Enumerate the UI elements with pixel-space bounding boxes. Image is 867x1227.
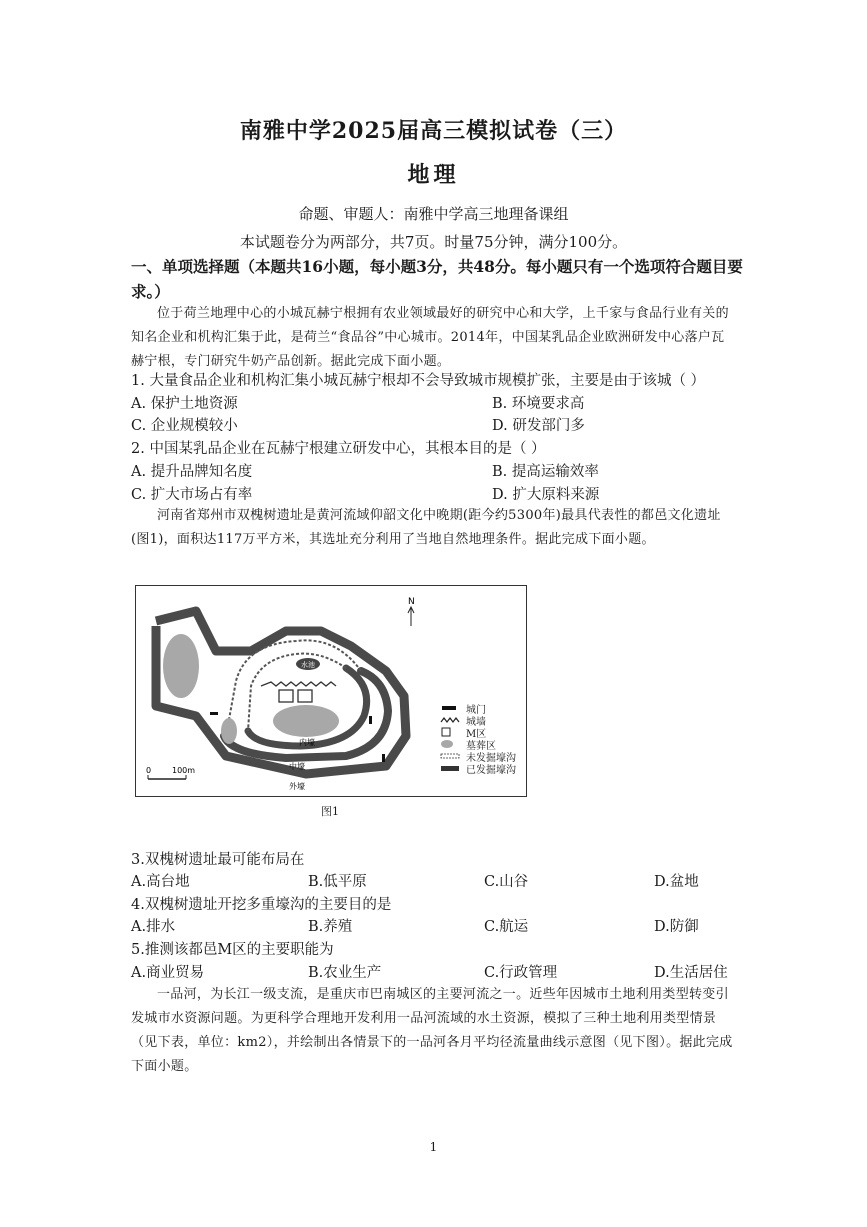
gate-legend-icon (440, 703, 462, 713)
m-area-legend-icon (440, 727, 462, 737)
q1-option-c: C. 企业规模较小 (131, 418, 238, 434)
gate-3 (382, 754, 385, 762)
q2-option-c: C. 扩大市场占有率 (131, 487, 253, 503)
legend-burial-label: 墓葬区 (466, 740, 496, 752)
gate-2 (369, 716, 372, 724)
m-area-block-2 (298, 690, 312, 702)
burial-area-3 (273, 705, 339, 737)
q4-option-c: C.航运 (484, 919, 529, 935)
burial-area-2 (221, 718, 237, 744)
section-heading: 一、单项选择题（本题共16小题，每小题3分，共48分。每小题只有一个选项符合题目要求。） (131, 257, 743, 301)
q3-option-d: D.盆地 (654, 874, 699, 890)
legend-unexcavated-label: 未发掘壕沟 (466, 752, 516, 764)
q1-option-b: B. 环境要求高 (492, 396, 585, 412)
legend-wall-label: 城墙 (466, 716, 486, 728)
scale-length-label: 100m (172, 766, 196, 775)
passage-3: 一品河，为长江一级支流，是重庆市巴南城区的主要河流之一。近些年因城市土地利用类型转变引发城市水资源问题。为更科学合理地开发利用一品河流域的水土资源，模拟了三种土地利用类型情景（见下表，单位：km2），并绘制出各情景下的一品河各月平均径流量曲线示意图（见下图）。据此完成下面小题。 (131, 987, 733, 1074)
wall-legend-icon (440, 715, 462, 725)
scale-zero-label: 0 (146, 766, 152, 775)
north-label: N (408, 597, 415, 607)
exam-title: 南雅中学2025届高三模拟试卷（三） (239, 118, 628, 144)
middle-ditch-label: 中壕 (289, 762, 305, 771)
burial-area-1 (163, 634, 199, 698)
legend-excavated-label: 已发掘壕沟 (466, 764, 516, 776)
question-3-stem: 3.双槐树遗址最可能布局在 (131, 852, 305, 868)
legend-m-area-label: M区 (466, 728, 487, 740)
q1-option-d: D. 研发部门多 (492, 418, 585, 434)
q4-option-b: B.养殖 (308, 919, 353, 935)
outer-ditch-label: 外壕 (289, 782, 305, 791)
q3-option-a: A.高台地 (131, 874, 190, 890)
burial-legend-icon (440, 739, 462, 749)
inner-ditch-label: 内壕 (299, 738, 315, 747)
q2-option-d: D. 扩大原料来源 (492, 487, 600, 503)
figure-caption: 图1 (321, 805, 339, 818)
gate-1 (210, 712, 218, 715)
q5-option-c: C.行政管理 (484, 965, 558, 981)
passage-1: 位于荷兰地理中心的小城瓦赫宁根拥有农业领域最好的研究中心和大学，上千家与食品行业有关的知名企业和机构汇集于此，是荷兰“食品谷”中心城市。2014年，中国某乳品企业欧洲研发中心落户瓦赫宁根，专门研究牛奶产品创新。据此完成下面小题。 (131, 306, 729, 369)
map-legend (440, 702, 516, 774)
page-number: 1 (429, 1140, 438, 1154)
authors-line: 命题、审题人：南雅中学高三地理备课组 (298, 205, 569, 223)
subject-title: 地理 (407, 162, 460, 188)
pool-label: 水池 (301, 661, 315, 669)
q2-option-a: A. 提升品牌知名度 (131, 464, 253, 480)
legend-excavated (440, 762, 516, 774)
question-4-stem: 4.双槐树遗址开挖多重壕沟的主要目的是 (131, 897, 392, 913)
q5-option-d: D.生活居住 (654, 965, 728, 981)
question-1-stem: 1. 大量食品企业和机构汇集小城瓦赫宁根却不会导致城市规模扩张，主要是由于该城（ ） (131, 373, 706, 389)
q2-option-b: B. 提高运输效率 (492, 464, 599, 480)
q1-option-a: A. 保护土地资源 (131, 396, 238, 412)
city-wall (261, 682, 336, 686)
q3-option-b: B.低平原 (308, 874, 367, 890)
q5-option-a: A.商业贸易 (131, 965, 205, 981)
q4-option-a: A.排水 (131, 919, 176, 935)
q3-option-c: C.山谷 (484, 874, 529, 890)
passage-2: 河南省郑州市双槐树遗址是黄河流域仰韶文化中晚期(距今约5300年)最具代表性的都邑文化遗址(图1)，面积达117万平方米，其选址充分利用了当地自然地理条件。据此完成下面小题。 (131, 508, 721, 547)
exam-info: 本试题卷分为两部分，共7页。时量75分钟，满分100分。 (239, 233, 628, 251)
unexcavated-legend-icon (440, 751, 462, 761)
q4-option-d: D.防御 (654, 919, 699, 935)
question-5-stem: 5.推测该都邑M区的主要职能为 (131, 942, 334, 958)
legend-gate-label: 城门 (466, 704, 486, 716)
question-2-stem: 2. 中国某乳品企业在瓦赫宁根建立研发中心，其根本目的是（ ） (131, 441, 546, 457)
q5-option-b: B.农业生产 (308, 965, 382, 981)
m-area-block-1 (279, 690, 293, 702)
excavated-legend-icon (440, 763, 462, 773)
